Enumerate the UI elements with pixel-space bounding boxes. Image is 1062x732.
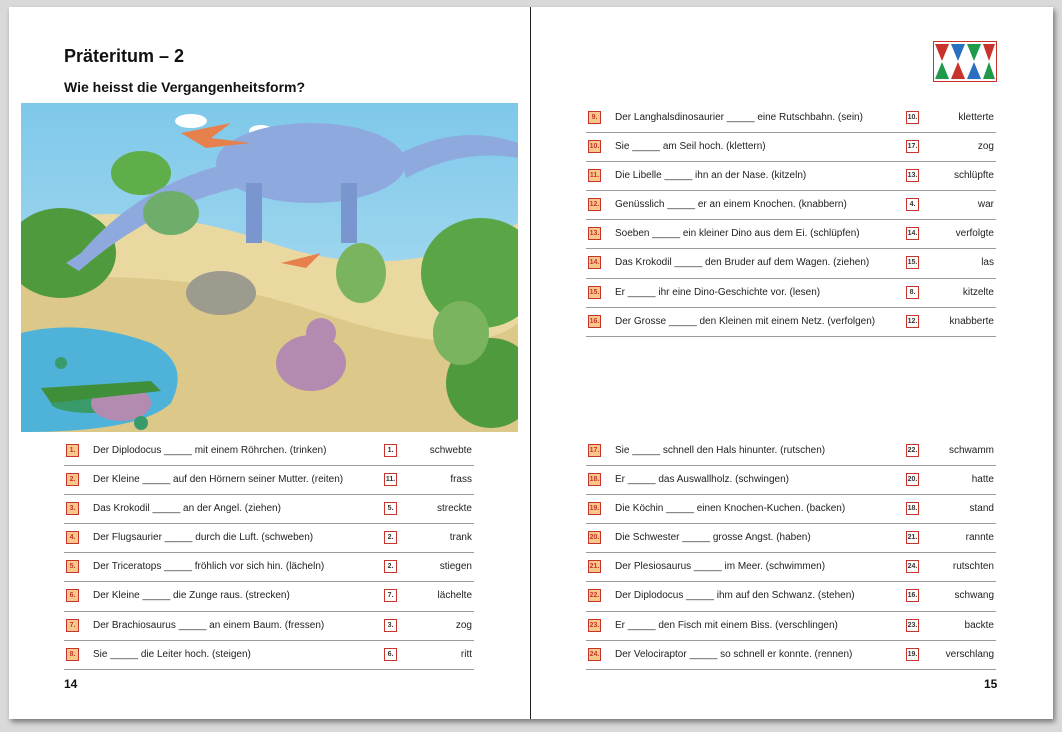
answer-word: zog: [455, 619, 472, 631]
answer-word: knabberte: [949, 315, 994, 327]
item-sentence: Die Libelle _____ ihn an der Nase. (kitzeln): [615, 170, 807, 182]
item-number: 9.: [588, 111, 601, 124]
answer-word: schwang: [954, 590, 994, 602]
exercise-row: [586, 466, 996, 495]
answer-word: hatte: [971, 474, 994, 486]
item-number: 10.: [588, 140, 601, 153]
exercise-row: [586, 191, 996, 220]
item-number: 1.: [66, 444, 79, 457]
answer-number: 6.: [384, 648, 397, 661]
answer-number: 2.: [384, 531, 397, 544]
exercise-list-9-16: [586, 104, 996, 337]
answer-word: stiegen: [439, 561, 472, 573]
answer-number: 23.: [906, 619, 919, 632]
item-number: 16.: [588, 315, 601, 328]
answer-number: 14.: [906, 227, 919, 240]
answer-word: schlüpfte: [953, 170, 994, 182]
answer-word: stand: [969, 503, 994, 515]
answer-word: streckte: [436, 503, 472, 515]
answer-word: las: [981, 257, 994, 269]
answer-word: backte: [964, 619, 994, 631]
item-sentence: Der Kleine _____ auf den Hörnern seiner Mutter. (reiten): [93, 474, 344, 486]
item-number: 2.: [66, 473, 79, 486]
answer-word: verschlang: [945, 648, 994, 660]
dinosaur-scene-icon: [21, 103, 518, 432]
answer-number: 18.: [906, 502, 919, 515]
item-number: 3.: [66, 502, 79, 515]
answer-word: frass: [450, 474, 472, 486]
answer-number: 7.: [384, 589, 397, 602]
exercise-row: [586, 308, 996, 337]
item-sentence: Sie _____ am Seil hoch. (klettern): [615, 141, 766, 153]
exercise-row: [64, 553, 474, 582]
answer-number: 16.: [906, 589, 919, 602]
item-sentence: Er _____ das Auswallholz. (schwingen): [615, 474, 789, 486]
item-sentence: Der Plesiosaurus _____ im Meer. (schwimmen): [615, 561, 826, 573]
exercise-row: [64, 524, 474, 553]
item-sentence: Die Schwester _____ grosse Angst. (haben): [615, 532, 811, 544]
exercise-row: [586, 553, 996, 582]
exercise-row: [586, 641, 996, 670]
exercise-list-17-24: [586, 437, 996, 670]
answer-number: 8.: [906, 286, 919, 299]
item-sentence: Der Kleine _____ die Zunge raus. (strecken): [93, 590, 290, 602]
item-number: 19.: [588, 502, 601, 515]
item-sentence: Der Langhalsdinosaurier _____ eine Rutschbahn. (sein): [615, 112, 863, 123]
exercise-row: [586, 612, 996, 641]
dinosaur-illustration: [21, 103, 518, 432]
exercise-row: [586, 495, 996, 524]
page-title: Präteritum – 2: [64, 46, 185, 66]
item-sentence: Er _____ den Fisch mit einem Biss. (verschlingen): [615, 619, 838, 631]
exercise-row: [586, 279, 996, 308]
item-sentence: Sie _____ die Leiter hoch. (steigen): [93, 648, 251, 660]
item-sentence: Er _____ ihr eine Dino-Geschichte vor. (lesen): [615, 286, 821, 298]
answer-word: lächelte: [437, 590, 472, 602]
exercise-row: [586, 133, 996, 162]
answer-word: ritt: [460, 648, 472, 660]
item-number: 11.: [588, 169, 601, 182]
exercise-row: [586, 437, 996, 466]
answer-word: kletterte: [958, 112, 994, 123]
item-number: 20.: [588, 531, 601, 544]
exercise-row: [586, 524, 996, 553]
page-number-right: 15: [984, 677, 998, 691]
answer-number: 11.: [384, 473, 397, 486]
item-number: 5.: [66, 560, 79, 573]
answer-word: zog: [977, 141, 994, 153]
item-sentence: Der Grosse _____ den Kleinen mit einem Netz. (verfolgen): [615, 315, 876, 327]
item-sentence: Der Diplodocus _____ ihm auf den Schwanz. (stehen): [615, 590, 855, 602]
book-spread: [9, 7, 1053, 719]
exercise-row: [586, 104, 996, 133]
item-number: 13.: [588, 227, 601, 240]
answer-number: 10.: [906, 111, 919, 124]
item-number: 6.: [66, 589, 79, 602]
answer-number: 21.: [906, 531, 919, 544]
answer-number: 13.: [906, 169, 919, 182]
answer-number: 5.: [384, 502, 397, 515]
answer-number: 3.: [384, 619, 397, 632]
item-number: 14.: [588, 256, 601, 269]
item-sentence: Die Köchin _____ einen Knochen-Kuchen. (backen): [615, 503, 846, 515]
item-number: 22.: [588, 589, 601, 602]
item-number: 17.: [588, 444, 601, 457]
item-number: 24.: [588, 648, 601, 661]
item-sentence: Genüsslich _____ er an einem Knochen. (knabbern): [615, 199, 847, 211]
answer-number: 20.: [906, 473, 919, 486]
item-sentence: Soeben _____ ein kleiner Dino aus dem Ei. (schlüpfen): [615, 228, 860, 240]
answer-number: 22.: [906, 444, 919, 457]
item-sentence: Das Krokodil _____ an der Angel. (ziehen): [93, 503, 281, 515]
item-sentence: Der Triceratops _____ fröhlich vor sich hin. (lächeln): [93, 561, 325, 573]
exercise-row: [586, 162, 996, 191]
exercise-row: [64, 582, 474, 611]
exercise-row: [64, 641, 474, 670]
item-number: 7.: [66, 619, 79, 632]
answer-number: 1.: [384, 444, 397, 457]
exercise-row: [64, 495, 474, 524]
item-sentence: Das Krokodil _____ den Bruder auf dem Wagen. (ziehen): [615, 257, 870, 269]
item-sentence: Der Diplodocus _____ mit einem Röhrchen. (trinken): [93, 445, 327, 456]
exercise-row: [586, 220, 996, 249]
page-number-left: 14: [64, 677, 78, 691]
answer-number: 2.: [384, 560, 397, 573]
exercise-row: [586, 249, 996, 278]
item-number: 23.: [588, 619, 601, 632]
item-sentence: Sie _____ schnell den Hals hinunter. (rutschen): [615, 445, 826, 456]
answer-number: 17.: [906, 140, 919, 153]
item-number: 15.: [588, 286, 601, 299]
item-sentence: Der Flugsaurier _____ durch die Luft. (schweben): [93, 532, 314, 544]
item-number: 4.: [66, 531, 79, 544]
answer-number: 4.: [906, 198, 919, 211]
item-sentence: Der Velociraptor _____ so schnell er konnte. (rennen): [615, 648, 853, 660]
item-number: 8.: [66, 648, 79, 661]
triangles-logo-icon: [933, 41, 997, 82]
answer-word: war: [977, 199, 994, 211]
page-gutter: [530, 7, 531, 719]
item-sentence: Der Brachiosaurus _____ an einem Baum. (fressen): [93, 619, 325, 631]
page-subtitle: Wie heisst die Vergangenheitsform?: [64, 79, 306, 95]
exercise-row: [64, 466, 474, 495]
item-number: 21.: [588, 560, 601, 573]
answer-word: kitzelte: [962, 286, 994, 298]
answer-word: schwamm: [948, 445, 994, 456]
answer-word: schwebte: [429, 445, 472, 456]
answer-number: 19.: [906, 648, 919, 661]
exercise-row: [586, 582, 996, 611]
exercise-list-1-8: [64, 437, 474, 670]
answer-word: verfolgte: [955, 228, 994, 240]
answer-number: 15.: [906, 256, 919, 269]
item-number: 12.: [588, 198, 601, 211]
item-number: 18.: [588, 473, 601, 486]
answer-number: 12.: [906, 315, 919, 328]
exercise-row: [64, 437, 474, 466]
exercise-row: [64, 612, 474, 641]
answer-word: rutschten: [952, 561, 994, 573]
answer-word: rannte: [965, 532, 994, 544]
answer-word: trank: [449, 532, 472, 544]
answer-number: 24.: [906, 560, 919, 573]
